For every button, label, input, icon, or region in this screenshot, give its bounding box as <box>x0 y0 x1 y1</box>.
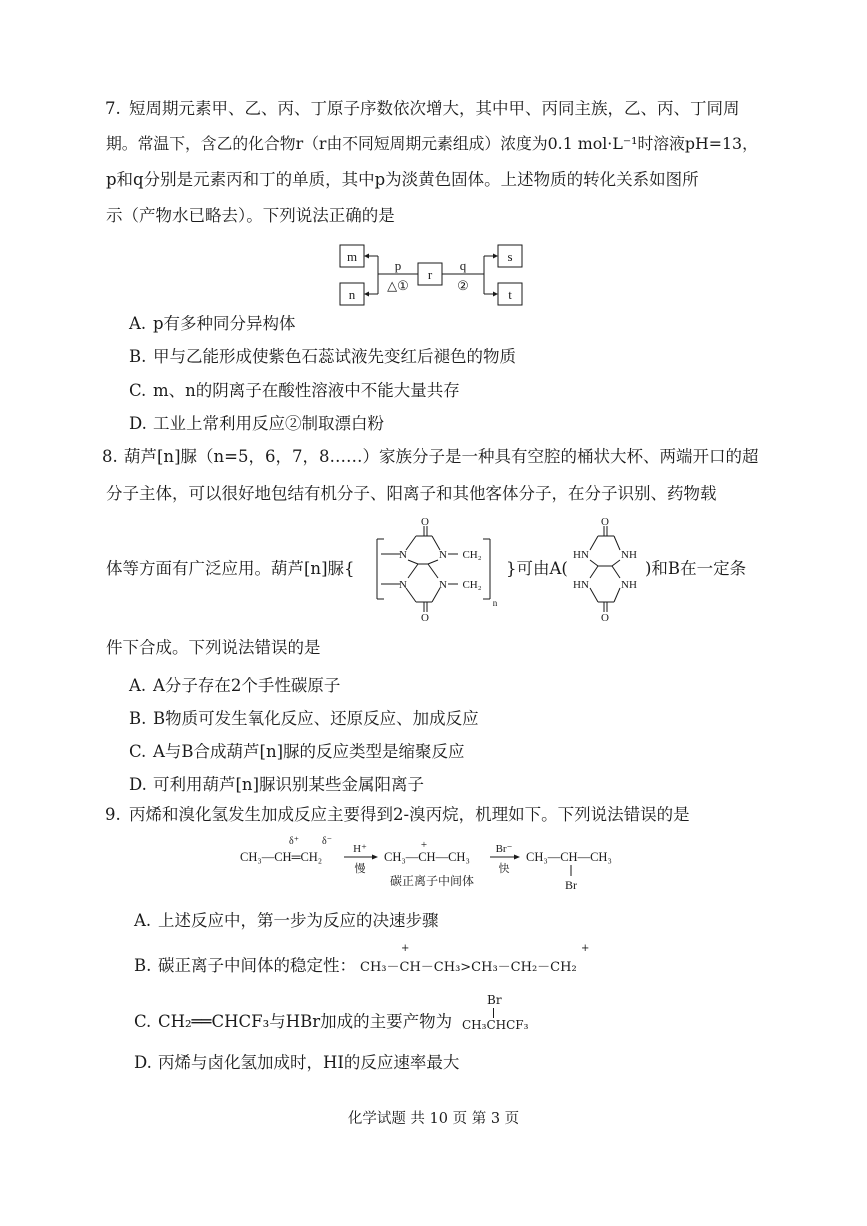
q7-option-d: D. 工业上常利用反应②制取漂白粉 <box>129 414 384 433</box>
box-n-label: n <box>348 287 356 302</box>
compound-a-structure <box>568 514 643 624</box>
intermediate-label: 碳正离子中间体 <box>389 874 475 888</box>
q9-option-d: D. 丙烯与卤化氢加成时，HI的反应速率最大 <box>134 1053 460 1072</box>
q7-line-3: p和q分别是元素丙和丁的单质，其中p为淡黄色固体。上述物质的转化关系如图所 <box>106 170 699 189</box>
label-p: p <box>394 258 402 273</box>
label-2: ② <box>457 278 469 293</box>
label-delta-1: △① <box>387 278 409 293</box>
svg-text:N: N <box>399 579 407 591</box>
box-s-label: s <box>507 249 513 264</box>
svg-text:O: O <box>601 612 609 624</box>
q7-line-2: 期。常温下，含乙的化合物r（r由不同短周期元素组成）浓度为0.1 mol·L⁻¹时溶液pH=13， <box>106 134 758 153</box>
delta-minus: δ⁻ <box>322 836 332 847</box>
svg-text:CH₂: CH₂ <box>462 549 482 561</box>
q7-conversion-diagram <box>338 240 528 310</box>
q9-number: 9. <box>105 805 121 824</box>
q8-option-d: D. 可利用葫芦[n]脲识别某些金属阳离子 <box>129 775 425 794</box>
q8-option-c: C. A与B合成葫芦[n]脲的反应类型是缩聚反应 <box>129 742 465 761</box>
reagent-br-minus: Br⁻ <box>495 843 513 855</box>
plus-marker-1: + <box>401 943 410 954</box>
stability-formula: CH₃－CH－CH₃>CH₃－CH₂－CH₂ <box>360 960 577 975</box>
svg-text:n: n <box>492 598 498 608</box>
q8-line-3c: )和B在一定条 <box>645 559 747 578</box>
q7-line-4: 示（产物水已略去）。下列说法正确的是 <box>106 206 395 225</box>
q9-option-c: C. CH₂══CHCF₃与HBr加成的主要产物为 <box>134 1012 453 1031</box>
q9-option-b: B. 碳正离子中间体的稳定性： CH₃－CH－CH₃>CH₃－CH₂－CH₂ <box>134 956 577 975</box>
label-q: q <box>459 258 467 273</box>
box-m-label: m <box>346 249 358 264</box>
svg-text:O: O <box>421 612 429 624</box>
cond-fast: 快 <box>498 863 510 875</box>
q9-line-1: 丙烯和溴化氢发生加成反应主要得到2-溴丙烷，机理如下。下列说法错误的是 <box>129 805 690 824</box>
q7-option-a: A. p有多种同分异构体 <box>129 314 296 333</box>
delta-plus: δ⁺ <box>289 836 299 847</box>
q8-number: 8. <box>102 447 118 466</box>
svg-text:O: O <box>601 516 609 528</box>
reactant: CH₃—CH═CH₂ <box>240 850 323 864</box>
cucurbituril-structure <box>372 514 512 624</box>
q8-line-2: 分子主体，可以很好地包结有机分子、阳离子和其他客体分子，在分子识别、药物载 <box>106 484 717 503</box>
q8-line-4: 件下合成。下列说法错误的是 <box>106 638 321 657</box>
reagent-h-plus: H⁺ <box>353 843 367 855</box>
product: CH₃—CH—CH₃ <box>526 850 612 864</box>
product-br: Br <box>565 878 577 892</box>
svg-text:N: N <box>399 549 407 561</box>
q7-number: 7. <box>105 99 121 118</box>
q7-line-1: 短周期元素甲、乙、丙、丁原子序数依次增大，其中甲、丙同主族，乙、丙、丁同周 <box>129 99 740 118</box>
q8-option-b: B. B物质可发生氧化反应、还原反应、加成反应 <box>129 709 479 728</box>
intermediate: CH₃—CH—CH₃ <box>384 850 470 864</box>
q9-mechanism <box>236 832 646 894</box>
intermediate-plus: + <box>420 839 428 851</box>
svg-text:HN: HN <box>573 549 589 561</box>
q7-option-c: C. m、n的阴离子在酸性溶液中不能大量共存 <box>129 381 460 400</box>
plus-marker-2: + <box>581 943 590 954</box>
cond-slow: 慢 <box>354 863 366 875</box>
br-product-formula: Br CH₃CHCF₃ <box>462 993 529 1032</box>
svg-text:O: O <box>421 516 429 528</box>
q8-line-1: 葫芦[n]脲（n=5，6，7，8……）家族分子是一种具有空腔的桶状大杯、两端开口的超 <box>124 447 759 466</box>
q7-option-b: B. 甲与乙能形成使紫色石蕊试液先变红后褪色的物质 <box>129 347 516 366</box>
svg-text:N: N <box>439 549 447 561</box>
q8-line-3b: }可由A( <box>506 559 568 578</box>
q8-option-a: A. A分子存在2个手性碳原子 <box>129 676 341 695</box>
svg-text:NH: NH <box>621 579 637 591</box>
box-t-label: t <box>508 287 512 302</box>
svg-text:NH: NH <box>621 549 637 561</box>
svg-text:CH₂: CH₂ <box>462 579 482 591</box>
svg-text:HN: HN <box>573 579 589 591</box>
box-r-label: r <box>427 267 433 282</box>
q8-line-3a: 体等方面有广泛应用。葫芦[n]脲{ <box>106 559 355 578</box>
q9-option-a: A. 上述反应中，第一步为反应的决速步骤 <box>134 911 439 930</box>
page-footer: 化学试题 共 10 页 第 3 页 <box>347 1111 520 1127</box>
svg-text:N: N <box>439 579 447 591</box>
